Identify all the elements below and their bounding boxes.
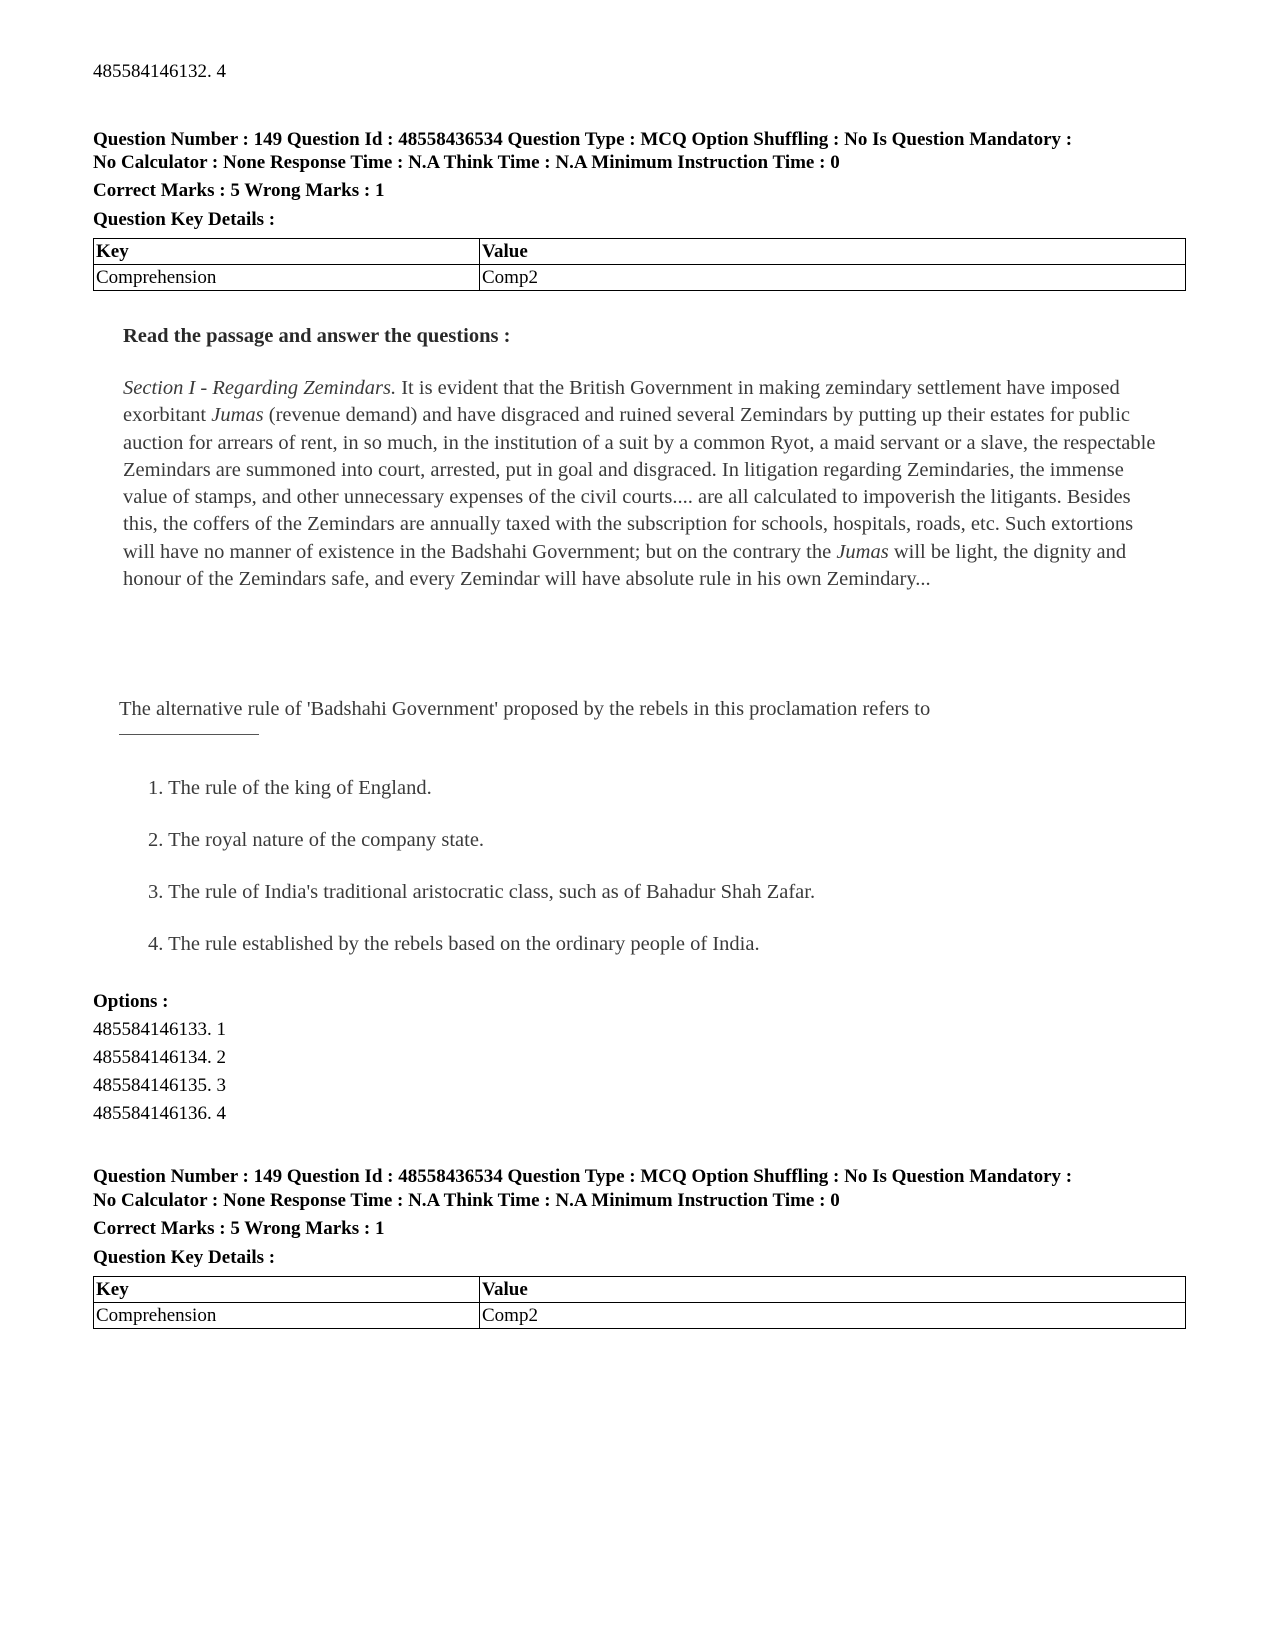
passage-part-c: will be light, the dignity and honour of the Zemindars safe, and every Zemindar will have absolute rule in his own Zemindary...: [123, 540, 1127, 591]
key-header: Key: [94, 1277, 480, 1303]
marks-line: Correct Marks : 5 Wrong Marks : 1: [93, 1218, 385, 1239]
question-meta-line-1: Question Number : 149 Question Id : 48558436534 Question Type : MCQ Option Shuffling : No Is Question Mandatory :: [93, 129, 1073, 150]
marks-line: Correct Marks : 5 Wrong Marks : 1: [93, 180, 385, 201]
table-header-row: [94, 239, 1186, 265]
option-item: 485584146136. 4: [93, 1103, 226, 1124]
value-header: Value: [480, 239, 1186, 265]
key-header: Key: [94, 239, 480, 265]
options-label: Options :: [93, 991, 169, 1012]
passage-text: [123, 375, 1163, 593]
jumas-term: Jumas: [211, 404, 264, 427]
value-header: Value: [480, 1277, 1186, 1303]
question-key-table: [93, 238, 1186, 291]
table-row: [94, 265, 1186, 291]
question-stem: The alternative rule of 'Badshahi Government' proposed by the rebels in this proclamation refers to: [119, 698, 931, 720]
key-cell: Comprehension: [94, 265, 480, 291]
jumas-term: Jumas: [836, 540, 889, 563]
option-item: 485584146133. 1: [93, 1019, 226, 1040]
choice-2: 2. The royal nature of the company state.: [148, 829, 485, 851]
value-cell: Comp2: [480, 1303, 1186, 1329]
key-details-label: Question Key Details :: [93, 1247, 276, 1268]
key-cell: Comprehension: [94, 1303, 480, 1329]
passage-part-a: It is evident that the British Government in making zemindary settlement have imposed exorbitant: [123, 377, 1120, 427]
key-details-label: Question Key Details :: [93, 209, 276, 230]
question-meta-line-2: No Calculator : None Response Time : N.A Think Time : N.A Minimum Instruction Time : 0: [93, 152, 840, 173]
value-cell: Comp2: [480, 265, 1186, 291]
option-item: 485584146135. 3: [93, 1075, 226, 1096]
section-label: Section I - Regarding Zemindars.: [123, 377, 397, 399]
passage-heading: Read the passage and answer the questions :: [123, 325, 511, 347]
choice-3: 3. The rule of India's traditional aristocratic class, such as of Bahadur Shah Zafar.: [148, 881, 816, 903]
question-key-table: [93, 1276, 1186, 1329]
choice-4: 4. The rule established by the rebels based on the ordinary people of India.: [148, 933, 760, 955]
answer-blank: [119, 722, 259, 740]
table-row: [94, 1303, 1186, 1329]
previous-option-line: 485584146132. 4: [93, 61, 226, 82]
option-item: 485584146134. 2: [93, 1047, 226, 1068]
passage-part-b: (revenue demand) and have disgraced and ruined several Zemindars by putting up their estates for public auction for arrears of rent, in so much, in the institution of a suit by a common Ryot, a maid servant or a slave, the respectable Zemindars are summoned into court, arrested, put in goal and disgraced. In litigation regarding Zemindaries, the immense value of stamps, and other unnecessary expenses of the civil courts.... are all calculated to impoverish the litigants. Besides this, the coffers of the Zemindars are annually taxed with the subscription for schools, hospitals, roads, etc. Such extortions will have no manner of existence in the Badshahi Government; but on the contrary the: [123, 404, 1156, 563]
choice-1: 1. The rule of the king of England.: [148, 777, 432, 799]
question-meta-line-2: No Calculator : None Response Time : N.A Think Time : N.A Minimum Instruction Time : 0: [93, 1190, 840, 1211]
question-meta-line-1: Question Number : 149 Question Id : 48558436534 Question Type : MCQ Option Shuffling : No Is Question Mandatory :: [93, 1166, 1073, 1187]
table-header-row: [94, 1277, 1186, 1303]
